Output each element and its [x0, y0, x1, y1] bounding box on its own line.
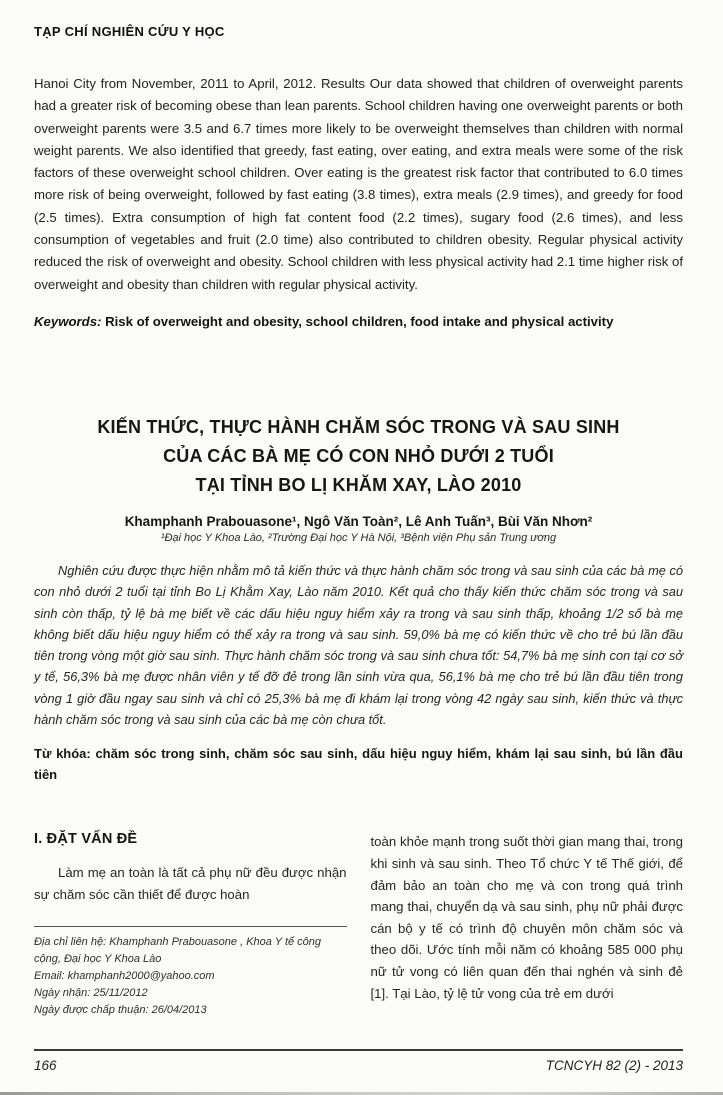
article-title-line-2: CỦA CÁC BÀ MẸ CÓ CON NHỎ DƯỚI 2 TUỔI	[163, 445, 554, 466]
keywords-vietnamese-label: Từ khóa:	[34, 746, 91, 762]
footnote-accepted-date: Ngày được chấp thuận: 26/04/2013	[34, 1003, 207, 1016]
abstract-vietnamese-paragraph: Nghiên cứu được thực hiện nhằm mô tả kiến thức và thực hành chăm sóc trong và sau sinh của các bà mẹ có con nhỏ dưới 2 tuổi tại tỉnh Bo Lị Khằm Xay, Lào năm 2010. Kết quả cho thấy kiến thức chăm sóc trong và sau sinh còn thấp, tỷ lệ bà mẹ biết về các dấu hiệu nguy hiểm xảy ra trong và sau sinh thấp, khoảng 1/2 số bà mẹ không biết dấu hiệu nguy hiểm có thể xảy ra trong và sau sinh. 59,0% bà mẹ có kiến thức về cho trẻ bú lần đầu tiên trong vòng một giờ sau sinh. Thực hành chăm sóc trong và sau sinh chưa tốt: 54,7% bà mẹ sinh con tại cơ sở y tế, 56,3% bà mẹ được nhân viên y tế đỡ đẻ trong lần sinh vừa qua, 56,1% bà mẹ cho trẻ bú lần đầu tiên trong vòng 1 giờ đầu ngay sau sinh và chỉ có 25,3% bà mẹ đi khám lại trong vòng 42 ngày sau sinh, kiến thức và thực hành chăm sóc trong và sau sinh của các bà mẹ còn chưa tốt.	[34, 562, 683, 728]
previous-article-abstract-section	[34, 73, 683, 329]
intro-paragraph-left: Làm mẹ an toàn là tất cả phụ nữ đều được nhận sự chăm sóc cần thiết để được hoàn	[34, 865, 347, 902]
keywords-vietnamese-text: chăm sóc trong sinh, chăm sóc sau sinh, dấu hiệu nguy hiểm, khám lại sau sinh, bú lần đầu tiên	[34, 746, 683, 783]
left-column	[34, 831, 347, 1018]
correspondence-footnote	[34, 926, 347, 1019]
keywords-english-line	[34, 314, 683, 329]
intro-paragraph-right: toàn khỏe mạnh trong suốt thời gian mang thai, trong khi sinh và sau sinh. Theo Tổ chức Y tế Thế giới, để đảm bảo an toàn cho mẹ và con trong quá trình mang thai, chuyển dạ và sau sinh, phụ nữ phải được cán bộ y tế có trình độ chuyên môn chăm sóc và theo dõi. Ước tính mỗi năm có khoảng 585 000 phụ nữ tử vong có liên quan đến thai nghén và sinh đẻ [1]. Tại Lào, tỷ lệ tử vong của trẻ em dưới	[370, 834, 683, 1001]
article-header-section	[34, 413, 683, 544]
article-abstract-section	[34, 560, 683, 785]
footnote-received-date: Ngày nhận: 25/11/2012	[34, 986, 148, 999]
article-title-line-1: KIẾN THỨC, THỰC HÀNH CHĂM SÓC TRONG VÀ SAU SINH	[97, 416, 620, 437]
affiliations-line: ¹Đại học Y Khoa Lào, ²Trường Đại học Y Hà Nội, ³Bệnh viện Phụ sản Trung ương	[160, 531, 557, 544]
keywords-english-text: Risk of overweight and obesity, school children, food intake and physical activity	[105, 313, 614, 329]
footnote-contact: Địa chỉ liên hệ: Khamphanh Prabouasone , Khoa Y tế công cộng, Đại học Y Khoa Lào	[34, 935, 322, 965]
journal-header	[34, 24, 683, 39]
right-column	[371, 831, 684, 1018]
page-footer	[34, 1049, 683, 1073]
intro-two-column-section	[34, 831, 683, 1018]
footnote-email: Email: khamphanh2000@yahoo.com	[34, 969, 215, 982]
keywords-english-label: Keywords:	[34, 313, 102, 329]
article-title-line-3: TẠI TỈNH BO LỊ KHĂM XAY, LÀO 2010	[195, 474, 522, 495]
page-number: 166	[34, 1058, 57, 1073]
journal-reference: TCNCYH 82 (2) - 2013	[545, 1058, 683, 1073]
article-title	[34, 413, 683, 500]
keywords-vietnamese-line	[34, 743, 683, 785]
abstract-english-paragraph: Hanoi City from November, 2011 to April, 2012. Results Our data showed that children of overweight parents had a greater risk of becoming obese than lean parents. School children having one overweight parents or both overweight parents were 3.5 and 6.7 times more likely to be overweight themselves than children with normal weight parents. We also identified that greedy, fast eating, over eating, and extra meals were some of the risk factors of these overweight school children. Over eating is the greatest risk factor that contributed to 6.0 times more risk of being overweight, followed by fast eating (3.8 times), extra meals (2.9 times), and greedy for food (2.5 times). Extra consumption of high fat content food (2.2 times), sugary food (2.6 times), and less consumption of vegetables and fruit (2.0 time) also contributed to children obesity. Regular physical activity reduced the risk of overweight and obesity. School children with less physical activity had 2.1 time higher risk of overweight and obesity than children with regular physical activity.	[34, 76, 683, 292]
authors-line: Khamphanh Prabouasone¹, Ngô Văn Toàn², Lê Anh Tuấn³, Bùi Văn Nhơn²	[124, 513, 593, 529]
section-heading-dat-van-de: I. ĐẶT VẤN ĐỀ	[34, 831, 138, 848]
journal-name: TẠP CHÍ NGHIÊN CỨU Y HỌC	[34, 24, 225, 39]
